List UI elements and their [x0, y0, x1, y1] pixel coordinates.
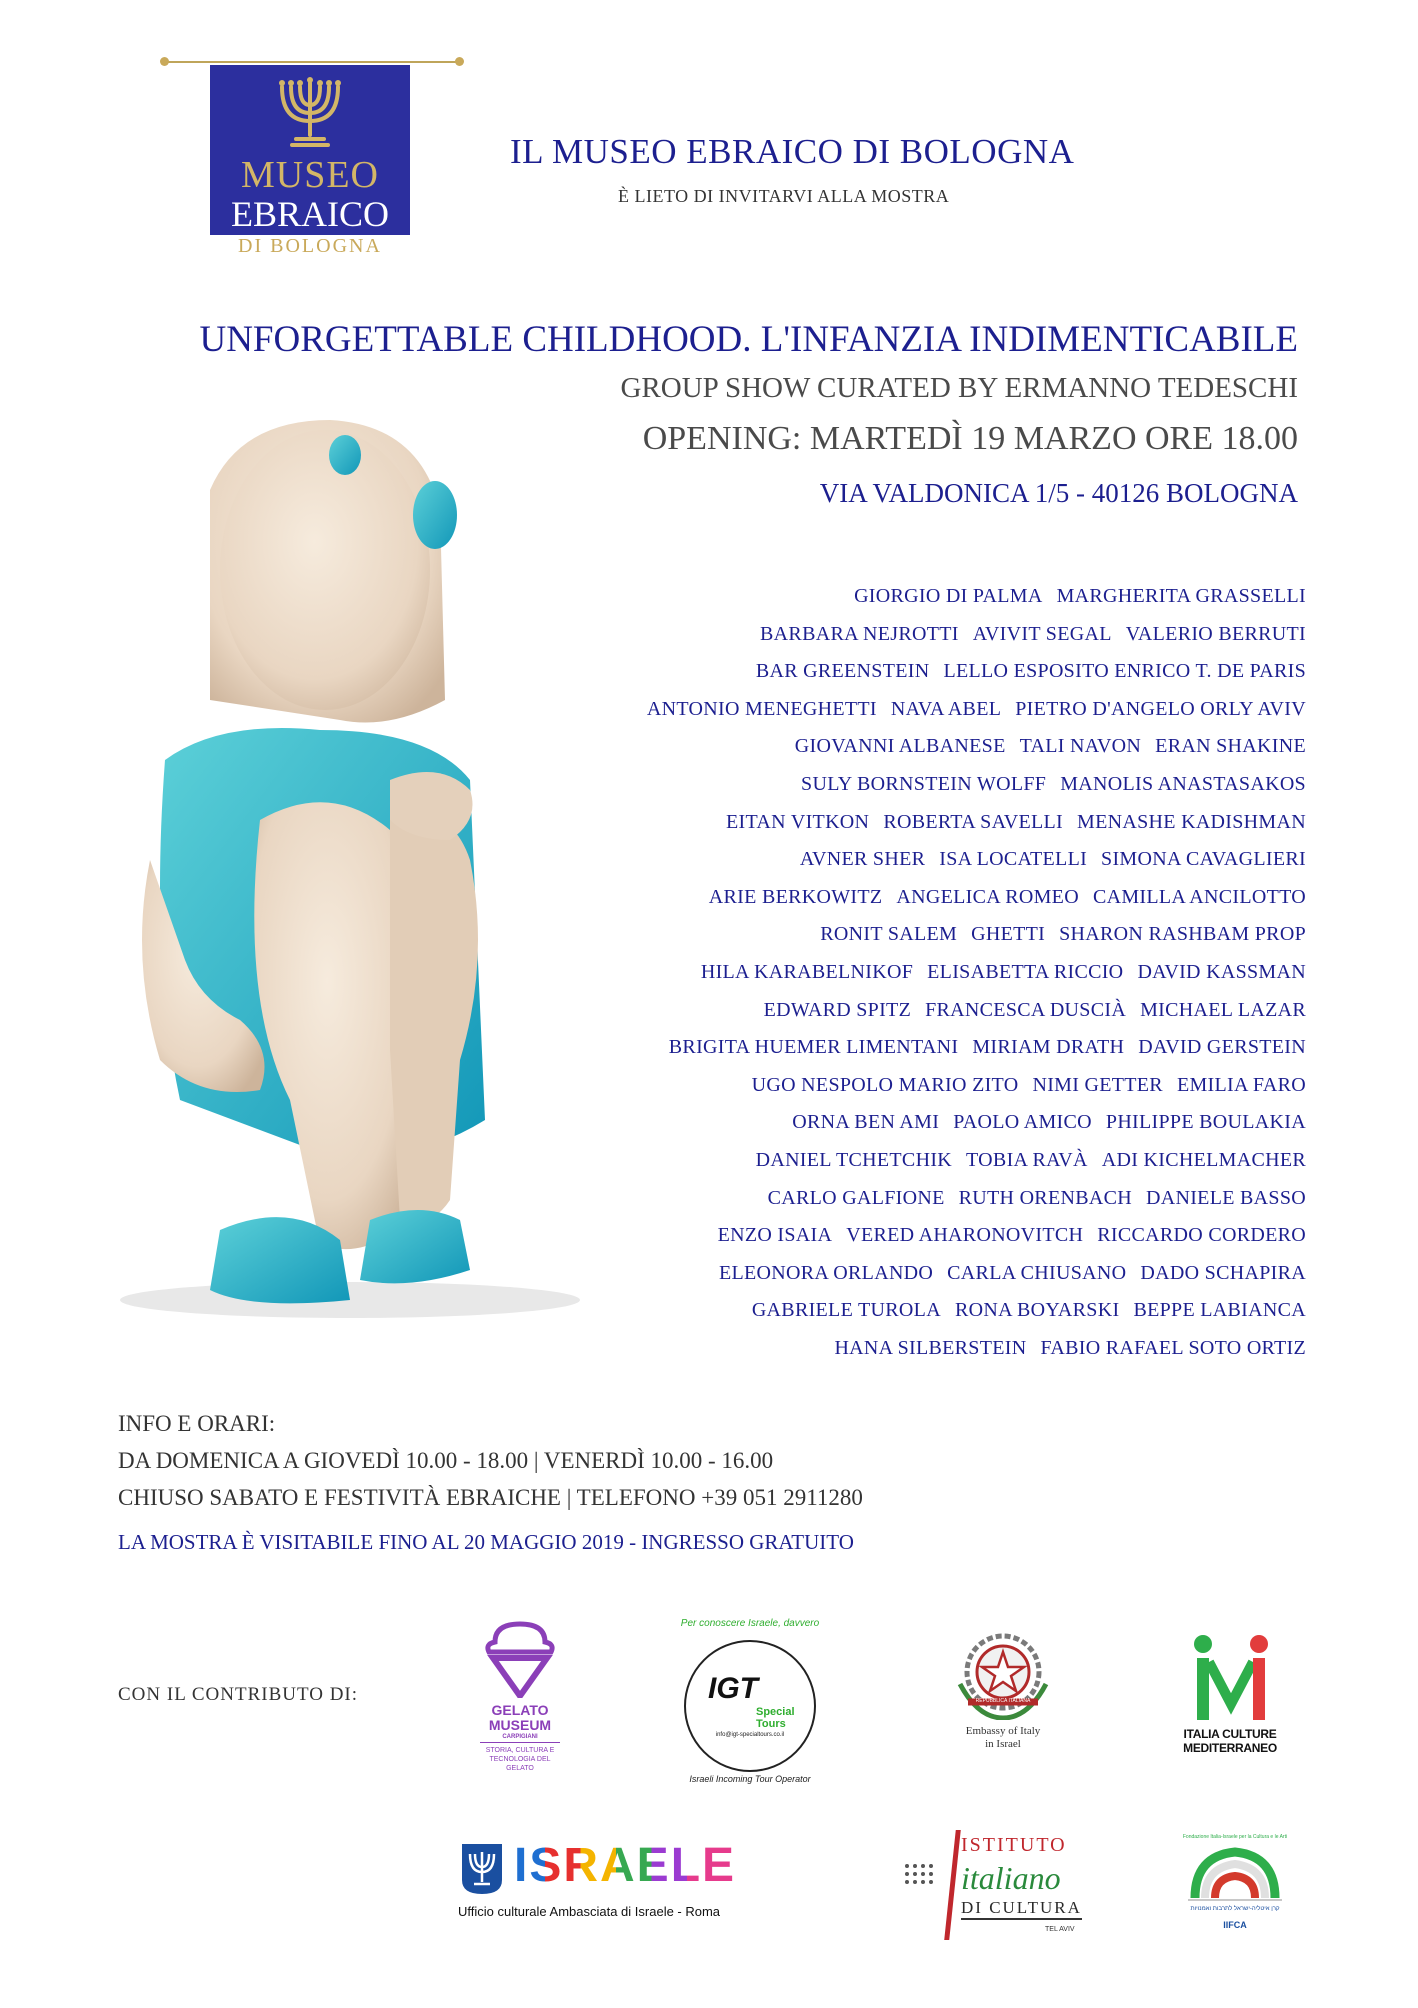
artist-name: VERED AHARONOVITCH: [846, 1224, 1084, 1247]
artist-name: RUTH ORENBACH: [958, 1186, 1132, 1209]
artist-name: DANIELE BASSO: [1145, 1186, 1306, 1209]
artist-name: NIMI GETTER: [1032, 1073, 1163, 1096]
artist-name: DADO SCHAPIRA: [1140, 1261, 1306, 1284]
info-closed: CHIUSO SABATO E FESTIVITÀ EBRAICHE | TELEFONO +39 051 2911280: [118, 1485, 863, 1510]
iifca-hebrew: קרן איטליה-ישראל לתרבות ואמנויות: [1190, 1906, 1280, 1912]
iifca-arc-icon: [1180, 1836, 1290, 1916]
menorah-icon: [272, 77, 348, 149]
artist-name: GIOVANNI ALBANESE: [794, 735, 1006, 758]
iic-line3: DI CULTURA: [961, 1898, 1082, 1920]
artist-row: [546, 1067, 1306, 1105]
iifca-name: IIFCA: [1223, 1920, 1247, 1930]
artist-name: LELLO ESPOSITO ENRICO T. DE PARIS: [943, 660, 1306, 683]
artists-list: [546, 578, 1306, 1367]
artist-name: HANA SILBERSTEIN: [834, 1336, 1027, 1359]
artist-row: [546, 1217, 1306, 1255]
iic-line2: italiano: [961, 1860, 1061, 1896]
artist-name: HILA KARABELNIKOF: [700, 960, 914, 983]
icm-figures-icon: [1165, 1632, 1295, 1722]
artist-name: DAVID GERSTEIN: [1138, 1036, 1306, 1059]
artist-name: PHILIPPE BOULAKIA: [1105, 1111, 1306, 1134]
artist-row: [546, 691, 1306, 729]
artist-row: [546, 804, 1306, 842]
museum-logo: [162, 55, 462, 275]
artist-name: AVIVIT SEGAL: [972, 622, 1112, 645]
logo-text-di-bologna: DI BOLOGNA: [210, 235, 410, 258]
artist-row: [546, 728, 1306, 766]
igt-badge: [684, 1640, 816, 1772]
iic-red-bar: [944, 1830, 961, 1940]
museum-title: IL MUSEO EBRAICO DI BOLOGNA: [510, 132, 1075, 171]
gelato-line3: CARPIGIANI: [480, 1733, 560, 1743]
israele-word: ISRAELE: [514, 1839, 737, 1892]
artist-row: [546, 916, 1306, 954]
artist-name: EITAN VITKON: [726, 810, 870, 833]
artist-row: [546, 992, 1306, 1030]
logo-dot-right: [455, 57, 464, 66]
exhibition-opening: OPENING: MARTEDÌ 19 MARZO ORE 18.00: [642, 420, 1298, 457]
artist-name: ELEONORA ORLANDO: [718, 1261, 934, 1284]
iifca-arc-text: Fondazione Italia-Israele per la Cultura e le Arti: [1182, 1834, 1288, 1840]
israele-caption: Ufficio culturale Ambasciata di Israele - Roma: [458, 1904, 721, 1919]
artist-row: [546, 1142, 1306, 1180]
italian-emblem-icon: [938, 1628, 1068, 1720]
artist-row: [546, 841, 1306, 879]
artist-row: [546, 616, 1306, 654]
iic-line1: ISTITUTO: [961, 1834, 1067, 1856]
artist-row: [546, 1029, 1306, 1067]
gelato-museum-logo: [455, 1620, 585, 1770]
artist-name: GABRIELE TUROLA: [751, 1299, 941, 1322]
invitation-subtitle: È LIETO DI INVITARVI ALLA MOSTRA: [618, 186, 950, 206]
artist-row: [546, 954, 1306, 992]
artist-row: [546, 1292, 1306, 1330]
exhibition-closing-date: LA MOSTRA È VISITABILE FINO AL 20 MAGGIO 2019 - INGRESSO GRATUITO: [118, 1530, 854, 1554]
logo-text-ebraico: EBRAICO: [230, 194, 389, 234]
icm-line2: MEDITERRANEO: [1183, 1741, 1277, 1755]
gelato-line2: MUSEUM: [488, 1717, 552, 1733]
artist-name: MIRIAM DRATH: [972, 1036, 1125, 1059]
igt-caption: Israeli Incoming Tour Operator: [689, 1774, 811, 1784]
igt-email: info@igt-specialtours.co.il: [715, 1732, 785, 1738]
artist-name: MARGHERITA GRASSELLI: [1056, 585, 1306, 607]
exhibition-title: UNFORGETTABLE CHILDHOOD. L'INFANZIA INDIMENTICABILE: [199, 319, 1298, 360]
igt-tagline: Per conoscere Israele, davvero: [680, 1618, 820, 1629]
artist-row: [546, 653, 1306, 691]
artist-name: PAOLO AMICO: [953, 1111, 1092, 1134]
exhibition-curator: GROUP SHOW CURATED BY ERMANNO TEDESCHI: [620, 372, 1298, 404]
artist-name: ORNA BEN AMI: [792, 1111, 940, 1134]
artist-row: [546, 1104, 1306, 1142]
israel-emblem-icon: [458, 1842, 506, 1896]
icm-line1: ITALIA CULTURE: [1183, 1727, 1277, 1741]
artist-name: PIETRO D'ANGELO ORLY AVIV: [1015, 697, 1306, 720]
info-block: [118, 1405, 863, 1516]
artist-name: ENZO ISAIA: [717, 1224, 833, 1247]
artist-name: ELISABETTA RICCIO: [927, 960, 1124, 983]
artist-name: ADI KICHELMACHER: [1101, 1148, 1306, 1171]
iic-city: TEL AVIV: [1045, 1926, 1075, 1933]
artist-name: RONA BOYARSKI: [954, 1299, 1120, 1322]
artist-name: ROBERTA SAVELLI: [883, 810, 1063, 833]
artist-name: BARBARA NEJROTTI: [760, 622, 959, 645]
artist-name: ANTONIO MENEGHETTI: [646, 697, 877, 720]
artist-name: SULY BORNSTEIN WOLFF: [801, 772, 1047, 795]
artist-name: UGO NESPOLO MARIO ZITO: [751, 1073, 1019, 1096]
artist-name: EMILIA FARO: [1176, 1073, 1306, 1096]
logo-dot-left: [160, 57, 169, 66]
iifca-logo: [1180, 1836, 1290, 1946]
contributors-label: CON IL CONTRIBUTO DI:: [118, 1684, 359, 1705]
info-hours: DA DOMENICA A GIOVEDÌ 10.00 - 18.00 | VENERDÌ 10.00 - 16.00: [118, 1448, 774, 1473]
igt-name: IGT: [708, 1672, 758, 1705]
artist-name: DAVID KASSMAN: [1137, 960, 1306, 983]
israele-logo: [458, 1839, 798, 1926]
artist-name: RICCARDO CORDERO: [1097, 1224, 1306, 1247]
artist-name: VALERIO BERRUTI: [1125, 622, 1306, 645]
embassy-ribbon: REPUBBLICA ITALIANA: [975, 1698, 1031, 1704]
artist-name: CARLA CHIUSANO: [947, 1261, 1127, 1284]
logo-box: [210, 65, 410, 255]
artist-name: TALI NAVON: [1019, 735, 1142, 758]
logo-text-museo: MUSEO: [240, 154, 380, 196]
artist-name: ERAN SHAKINE: [1155, 735, 1306, 758]
logo-top-rule: [162, 61, 462, 63]
artist-name: MENASHE KADISHMAN: [1077, 810, 1306, 833]
artist-name: GHETTI: [971, 923, 1046, 946]
artist-row: [546, 1330, 1306, 1368]
info-heading: INFO E ORARI:: [118, 1411, 276, 1436]
artist-row: [546, 1255, 1306, 1293]
artist-name: ARIE BERKOWITZ: [708, 885, 883, 908]
artist-name: FABIO RAFAEL SOTO ORTIZ: [1040, 1336, 1306, 1359]
igt-sub: Special Tours: [756, 1706, 795, 1730]
italia-culture-mediterraneo-logo: [1165, 1632, 1295, 1772]
gelato-cone-icon: [455, 1620, 585, 1698]
artist-name: MANOLIS ANASTASAKOS: [1060, 772, 1306, 795]
artist-name: DANIEL TCHETCHIK: [755, 1148, 953, 1171]
artist-name: RONIT SALEM: [820, 923, 958, 946]
artist-name: TOBIA RAVÀ: [966, 1148, 1088, 1171]
artist-name: EDWARD SPITZ: [763, 998, 912, 1021]
gelato-line1: GELATO: [491, 1702, 549, 1718]
embassy-line1: Embassy of Italy: [965, 1725, 1041, 1737]
artist-name: BAR GREENSTEIN: [755, 660, 930, 683]
istituto-italiano-cultura-logo: [895, 1830, 1115, 1940]
artist-row: [546, 766, 1306, 804]
artist-row: [546, 879, 1306, 917]
artist-name: AVNER SHER: [799, 848, 926, 871]
artist-name: MICHAEL LAZAR: [1140, 998, 1306, 1021]
artist-name: NAVA ABEL: [890, 697, 1002, 720]
artist-name: ISA LOCATELLI: [939, 848, 1088, 871]
artist-row: [546, 1180, 1306, 1218]
igt-special-tours-logo: [660, 1618, 840, 1788]
gelato-caption: STORIA, CULTURA E TECNOLOGIA DEL GELATO: [485, 1747, 555, 1772]
artist-name: BEPPE LABIANCA: [1133, 1299, 1306, 1322]
artist-name: FRANCESCA DUSCIÀ: [925, 998, 1127, 1021]
artist-name: SHARON RASHBAM PROP: [1059, 923, 1306, 946]
artist-name: BRIGITA HUEMER LIMENTANI: [668, 1036, 959, 1059]
artist-name: ANGELICA ROMEO: [896, 885, 1079, 908]
artist-name: CAMILLA ANCILOTTO: [1092, 885, 1306, 908]
iic-dots-icon: [901, 1860, 941, 1900]
embassy-italy-logo: [938, 1628, 1068, 1768]
embassy-line2: in Israel: [985, 1738, 1021, 1750]
artist-name: SIMONA CAVAGLIERI: [1101, 848, 1306, 871]
artist-name: CARLO GALFIONE: [767, 1186, 945, 1209]
artist-name: GIORGIO DI PALMA: [854, 585, 1043, 607]
artist-row: [546, 578, 1306, 616]
exhibition-address: VIA VALDONICA 1/5 - 40126 BOLOGNA: [819, 478, 1298, 508]
